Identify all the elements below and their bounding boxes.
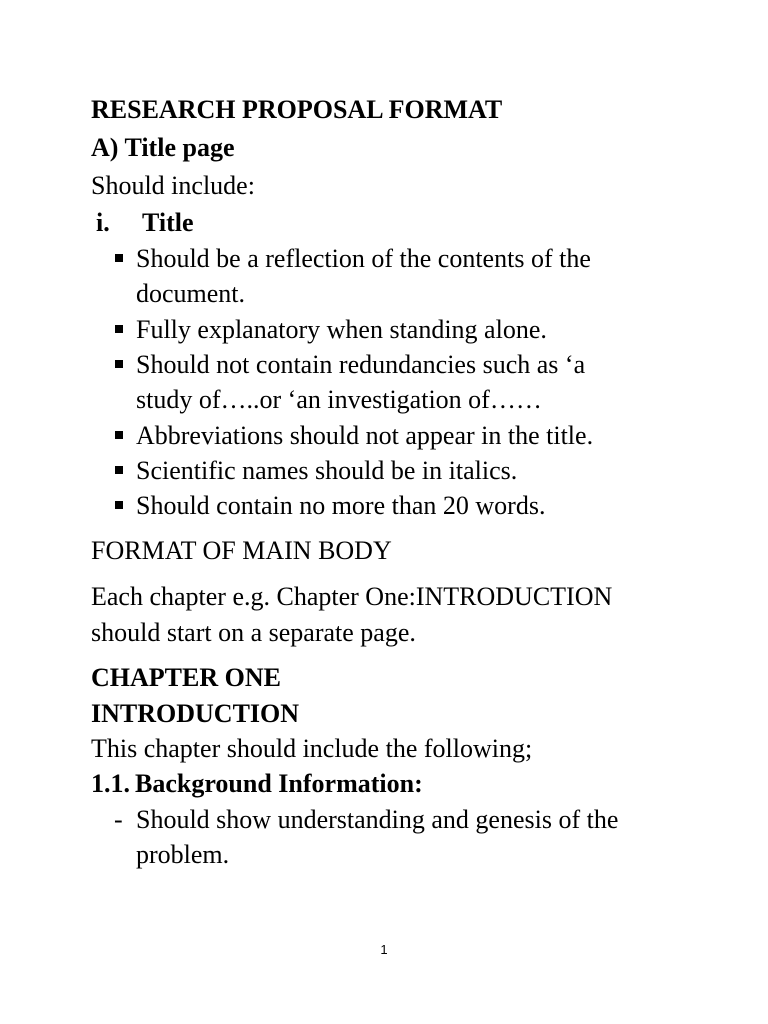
- section-number: 1.1.: [91, 769, 130, 798]
- bullet-text-line: document.: [136, 279, 246, 308]
- format-main-body-text: FORMAT OF MAIN BODY: [91, 536, 392, 565]
- section-a-heading: A) Title page: [91, 133, 235, 162]
- bullet-text-line: problem.: [136, 840, 230, 869]
- item-i-numeral: i.: [96, 208, 110, 237]
- square-bullet-icon: [115, 431, 123, 439]
- each-chapter-line: should start on a separate page.: [91, 618, 416, 647]
- square-bullet-icon: [115, 254, 123, 262]
- bullet-text-line: Abbreviations should not appear in the title.: [136, 421, 594, 450]
- square-bullet-icon: [115, 325, 123, 333]
- document-heading: RESEARCH PROPOSAL FORMAT: [91, 95, 503, 124]
- bullet-text-line: study of…..or ‘an investigation of……: [136, 385, 542, 414]
- dash-bullet-icon: -: [114, 805, 123, 834]
- square-bullet-icon: [115, 466, 123, 474]
- introduction-heading: INTRODUCTION: [91, 699, 300, 728]
- page-number: 1: [380, 942, 388, 957]
- section-heading: Background Information:: [135, 769, 423, 798]
- each-chapter-line: Each chapter e.g. Chapter One:INTRODUCTION: [91, 582, 613, 611]
- bullet-text-line: Should not contain redundancies such as ‘a: [136, 350, 586, 379]
- item-i-label: Title: [142, 208, 194, 237]
- square-bullet-icon: [115, 501, 123, 509]
- bullet-text-line: Should contain no more than 20 words.: [136, 491, 546, 520]
- bullet-text-line: Scientific names should be in italics.: [136, 456, 518, 485]
- chapter-include-text: This chapter should include the following;: [91, 734, 533, 763]
- bullet-text-line: Should be a reflection of the contents of the: [136, 244, 591, 273]
- bullet-text-line: Fully explanatory when standing alone.: [136, 315, 547, 344]
- chapter-one-heading: CHAPTER ONE: [91, 663, 281, 692]
- bullet-text-line: Should show understanding and genesis of the: [136, 805, 619, 834]
- square-bullet-icon: [115, 360, 123, 368]
- should-include-text: Should include:: [91, 171, 255, 200]
